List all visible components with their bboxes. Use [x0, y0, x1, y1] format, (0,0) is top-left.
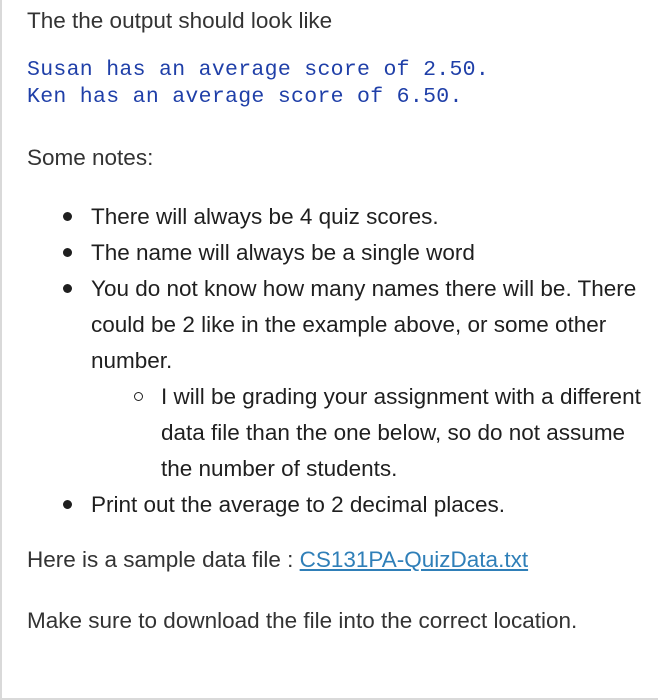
list-item: [63, 487, 653, 523]
bullet-text-1: There will always be 4 quiz scores.: [91, 204, 439, 229]
sub-list: [91, 379, 653, 487]
list-item: [63, 271, 653, 487]
bullet-text-4: Print out the average to 2 decimal places.: [91, 492, 505, 517]
output-line-2: Ken has an average score of 6.50.: [27, 85, 463, 109]
sample-file-line: [27, 542, 528, 578]
bullet-text-2: The name will always be a single word: [91, 240, 475, 265]
left-border: [0, 0, 2, 700]
sample-output-block: [27, 57, 489, 111]
output-line-1: Susan has an average score of 2.50.: [27, 58, 490, 82]
notes-heading: Some notes:: [27, 145, 154, 170]
sub-bullet-text: I will be grading your assignment with a different data file than the one below, so do not assume the number of students.: [161, 384, 641, 481]
notes-list: [63, 199, 653, 523]
download-note: Make sure to download the file into the correct location.: [27, 608, 578, 633]
sub-list-item: [126, 379, 653, 487]
data-file-link[interactable]: CS131PA-QuizData.txt: [299, 547, 529, 572]
intro-text: The the output should look like: [27, 8, 333, 33]
sample-file-label: Here is a sample data file :: [27, 547, 300, 572]
list-item: [63, 235, 653, 271]
list-item: [63, 199, 653, 235]
bullet-text-3: You do not know how many names there will be. There could be 2 like in the example above, or some other number.: [91, 276, 637, 373]
